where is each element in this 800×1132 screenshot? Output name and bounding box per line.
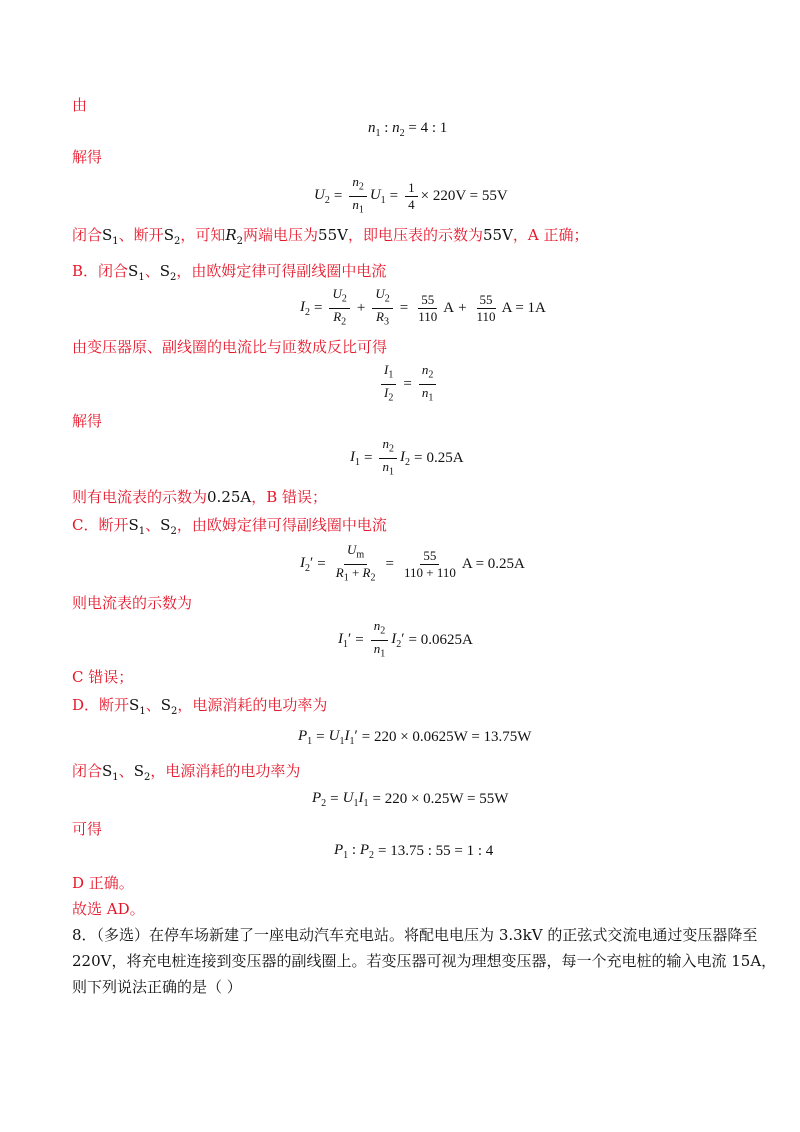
text-line: 解得: [72, 412, 103, 430]
equation-i1-prime: $I_1'$ = $\frac{n_2}{n_1}$ $I_2'$ = 0.0625A: [338, 618, 473, 660]
text-line: 则有电流表的示数为0.25A，B 错误；: [72, 488, 328, 506]
equation-turns-ratio: $n_1$ : $n_2 = 4$ : 1: [368, 120, 448, 139]
equation-i2-prime: $I_2'$ = $\frac{U_m}{R_1 + R_2}$ = $\frac{55}{110 + 110}$ A = 0.25A: [300, 542, 525, 584]
text-line: D．断开$S_1$、$S_2$，电源消耗的电功率为: [72, 696, 328, 717]
text-line: 由: [72, 96, 88, 114]
text-line: 由变压器原、副线圈的电流比与匝数成反比可得: [72, 338, 388, 356]
text-line: 则电流表的示数为: [72, 594, 193, 612]
equation-p1: $P_1$ = $U_1I_1'$ = 220 × 0.0625W = 13.75W: [298, 728, 532, 747]
equation-i2: $I_2$ = $\frac{U_2}{R_2}$ + $\frac{U_2}{R_3}$ = $\frac{55}{110}$ A + $\frac{55}{110}$ A = 1A: [300, 286, 546, 328]
equation-u2: $U_2$ = $\frac{n_2}{n_1}$ $U_1$ = $\frac{1}{4}$ × 220V = 55V: [314, 174, 508, 216]
text-line: D 正确。: [72, 874, 134, 892]
text-line: B．闭合$S_1$、$S_2$，由欧姆定律可得副线圈中电流: [72, 262, 387, 283]
equation-i1: $I_1$ = $\frac{n_2}{n_1}$ $I_2$ = 0.25A: [350, 436, 464, 478]
text-line: 可得: [72, 820, 103, 838]
text-line: 解得: [72, 148, 103, 166]
text-line: C 错误；: [72, 668, 134, 686]
equation-power-ratio: $P_1$ : $P_2$ = 13.75 : 55 = 1 : 4: [334, 842, 494, 861]
question-8-line-2: 220V，将充电桩连接到变压器的副线圈上。若变压器可视为理想变压器，每一个充电桩的输入电流 15A，: [72, 952, 777, 970]
text-line: 故选 AD。: [72, 900, 145, 918]
text-line: 闭合$S_1$、$S_2$，电源消耗的电功率为: [72, 762, 301, 783]
equation-current-ratio: $\frac{I_1}{I_2}$ = $\frac{n_2}{n_1}$: [378, 362, 439, 406]
text-line: 闭合$S_1$、断开$S_2$，可知$R_2$两端电压为55V，即电压表的示数为55V，A 正确；: [72, 226, 589, 247]
equation-p2: $P_2$ = $U_1I_1$ = 220 × 0.25W = 55W: [312, 790, 509, 809]
question-8-line-3: 则下列说法正确的是（ ）: [72, 978, 242, 996]
question-8-line-1: 8．（多选）在停车场新建了一座电动汽车充电站。将配电电压为 3.3kV 的正弦式交流电通过变压器降至: [72, 926, 758, 944]
text-line: C．断开$S_1$、$S_2$，由欧姆定律可得副线圈中电流: [72, 516, 387, 537]
